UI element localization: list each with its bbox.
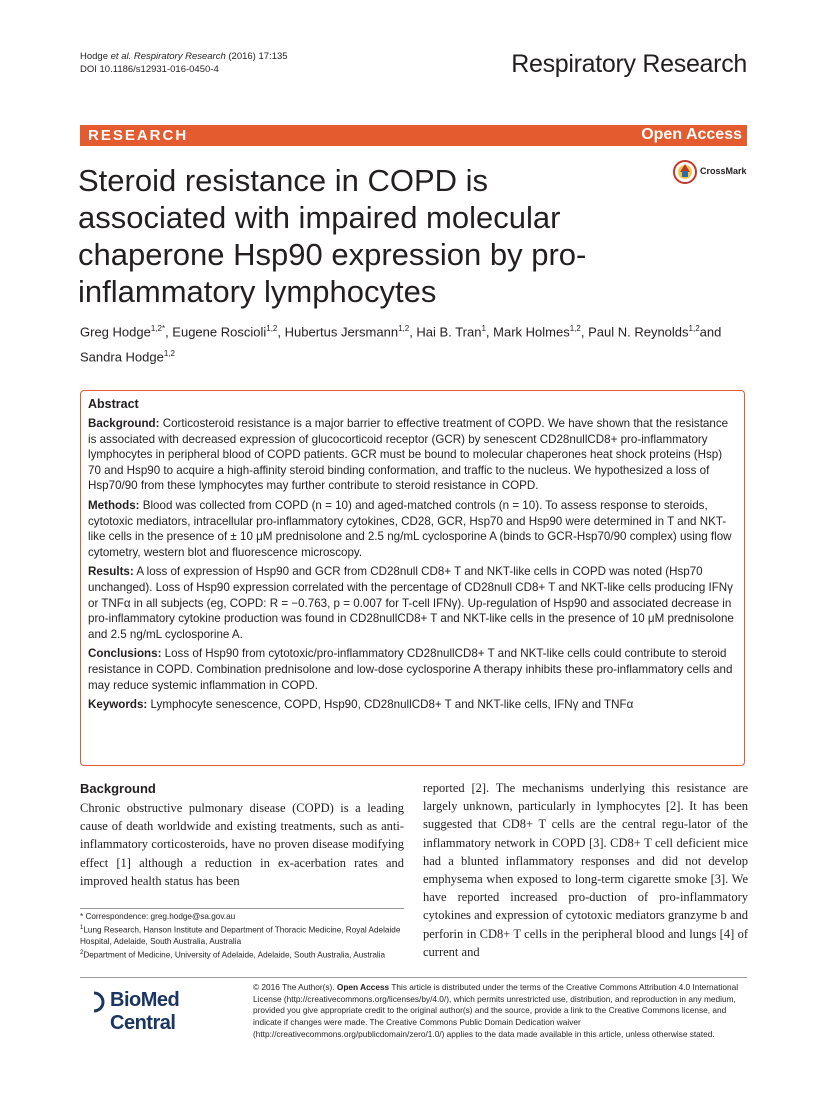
author-separator: , [165, 324, 173, 340]
author-name[interactable]: Greg Hodge [80, 324, 151, 340]
license-text: This article is distributed under the terms of the Creative Commons Attribution 4.0 International License (http://creativecommons.org/licenses/by/4.0/), which permits unrestricted use, distribution, and reproduction in any medium, provided you give appropriate credit to the original author(s) and the source, provide a link to the Creative Commons license, and indicate if changes were made. The Creative Commons Public Domain Dedication waiver (http://creativecommons.org/publicdomain/zero/1.0/) applies to the data made available in this article, unless otherwise stated. [253, 982, 739, 1039]
article-title: Steroid resistance in COPD is associated with impaired molecular chaperone Hsp90 expression by pro-inflammatory lymphocytes [78, 163, 587, 309]
abstract-background [88, 416, 737, 494]
crossmark-icon [673, 160, 697, 184]
article-type-banner [80, 125, 747, 146]
crossmark-label: CrossMark [700, 166, 747, 176]
citation-journal: et al. Respiratory Research [110, 51, 226, 62]
author-affiliation: 1,2 [688, 324, 700, 333]
author-name[interactable]: Eugene Roscioli [172, 324, 267, 340]
author-separator: , [409, 324, 417, 340]
affiliation-1-number: 1 [80, 924, 84, 931]
abstract-keywords [88, 697, 737, 713]
author-affiliation: 1,2 [266, 324, 278, 333]
section-heading-background: Background [80, 781, 156, 796]
body-column-right [423, 779, 748, 961]
author-separator: , [580, 324, 589, 340]
abstract-keywords-label: Keywords: [88, 698, 148, 712]
author-affiliation: 1,2 [569, 324, 581, 333]
abstract-methods [88, 498, 737, 560]
license-lead: © 2016 The Author(s). [253, 982, 337, 992]
footnote-divider [80, 908, 404, 909]
author-separator: , [485, 324, 494, 340]
author-name[interactable]: Hubertus Jersmann [284, 324, 399, 340]
abstract-methods-text: Blood was collected from COPD (n = 10) and aged-matched controls (n = 10). To assess response to steroids, cytotoxic mediators, intracellular pro-inflammatory cytokines, CD28, GCR, Hsp70 and Hsp90 were determined in T and NKT-like cells in the presence of ± 10 μM prednisolone and 2.5 ng/mL cyclosporine A (binds to GCR-Hsp70/90 complex) using flow cytometry, western blot and fluorescence microscopy. [88, 498, 732, 559]
journal-name: Respiratory Research [511, 50, 747, 78]
author-name[interactable]: Sandra Hodge [80, 349, 164, 365]
author-affiliation: 1,2* [150, 324, 166, 333]
open-access-label: Open Access [641, 126, 742, 143]
footer-divider [80, 977, 747, 978]
affiliation-2-number: 2 [80, 949, 84, 956]
citation-line [80, 50, 288, 63]
affiliation-1 [80, 923, 404, 948]
body-column-left [80, 779, 404, 890]
abstract-box [80, 390, 745, 766]
abstract-methods-label: Methods: [88, 498, 140, 512]
author-affiliation: 1,2 [163, 349, 175, 359]
abstract-results-label: Results: [88, 565, 134, 579]
doi: DOI 10.1186/s12931-016-0450-4 [80, 64, 219, 75]
citation [80, 50, 288, 76]
abstract-background-label: Background: [88, 417, 160, 430]
abstract-heading: Abstract [88, 397, 139, 411]
article-type-label: RESEARCH [88, 127, 189, 144]
abstract-conclusions-label: Conclusions: [88, 647, 162, 661]
author-affiliation: 1,2 [398, 324, 410, 333]
affiliation-2-text: Department of Medicine, University of Adelaide, Adelaide, South Australia, Australia [83, 950, 386, 960]
author-affiliation: 1 [481, 324, 486, 333]
abstract-background-text: Corticosteroid resistance is a major barrier to effective treatment of COPD. We have shown that the resistance is associated with decreased expression of glucocorticoid receptor (GCR) by senescent CD28nullCD8+ pro-inflammatory lymphocytes in peripheral blood of COPD patients. GCR must be bound to molecular chaperones heat shock proteins (Hsp) 70 and Hsp90 to acquire a high-affinity steroid binding conformation, and traffic to the nucleus. We hypothesized a loss of Hsp70/90 from these lymphocytes may further contribute to steroid resistance in COPD. [88, 417, 729, 493]
abstract-keywords-text: Lymphocyte senescence, COPD, Hsp90, CD28nullCD8+ T and NKT-like cells, IFNγ and TNFα [147, 698, 634, 712]
affiliation-1-text: Lung Research, Hanson Institute and Department of Thoracic Medicine, Royal Adelaide Hospital, Adelaide, South Australia, Australia [80, 925, 401, 946]
abstract-conclusions [88, 646, 737, 693]
author-list [80, 318, 750, 369]
body-paragraph-left: Chronic obstructive pulmonary disease (COPD) is a leading cause of death worldwide and existing treatments, such as anti-inflammatory corticosteroids, have no proven disease modifying effect [1] although a reduction in ex-acerbation rates and improved health status has been [80, 801, 404, 888]
license-open-access: Open Access [336, 982, 390, 992]
publisher-logo [80, 987, 240, 1034]
affiliation-2 [80, 948, 404, 961]
footnotes [80, 911, 404, 961]
citation-volume: (2016) 17:135 [225, 51, 288, 62]
author-separator: and [699, 324, 722, 340]
license-statement [253, 982, 749, 1041]
body-paragraph-right: reported [2]. The mechanisms underlying this resistance are largely unknown, particularly in lymphocytes [2]. It has been suggested that CD8+ T cells are the central regu-lator of the inflammatory network in COPD [3]. CD8+ T cell deficient mice had a blunted inflammatory responses and did not develop emphysema when exposed to long-term cigarette smoke [3]. We have reported increased pro-duction of pro-inflammatory cytokines and expression of cytotoxic mediators granzyme b and perforin in CD8+ T cells in the peripheral blood and lungs [4] of current and [423, 781, 748, 959]
abstract-conclusions-text: Loss of Hsp90 from cytotoxic/pro-inflammatory CD28nullCD8+ T and NKT-like cells could contribute to steroid resistance in COPD. Combination prednisolone and low-dose cyclosporine A therapy inhibits these pro-inflammatory cells and may reduce systemic inflammation in COPD. [88, 647, 733, 692]
author-name[interactable]: Paul N. Reynolds [588, 324, 689, 340]
abstract-results [88, 564, 737, 642]
biomed-logo-icon [80, 987, 108, 1017]
crossmark-badge[interactable] [671, 160, 751, 184]
publisher-logo-text: BioMed Central [110, 989, 180, 1034]
abstract-results-text: A loss of expression of Hsp90 and GCR from CD28null CD8+ T and NKT-like cells in COPD was noted (Hsp70 unchanged). Loss of Hsp90 expression correlated with the percentage of CD28null CD8+ T and NKT-like cells producing IFNγ or TNFα in all subjects (eg, COPD: R = −0.763, p = 0.007 for T-cell IFNγ). Up-regulation of Hsp90 and associated decrease in pro-inflammatory cytokine production was found in CD28nullCD8+ T and NKT-like cells in the presence of 10 μM prednisolone and 2.5 ng/mL cyclosporine A. [88, 565, 734, 641]
author-separator: , [277, 324, 285, 340]
correspondence: * Correspondence: greg.hodge@sa.gov.au [80, 912, 236, 921]
author-name[interactable]: Hai B. Tran [416, 324, 482, 340]
citation-authors: Hodge [80, 51, 111, 62]
author-name[interactable]: Mark Holmes [493, 324, 570, 340]
